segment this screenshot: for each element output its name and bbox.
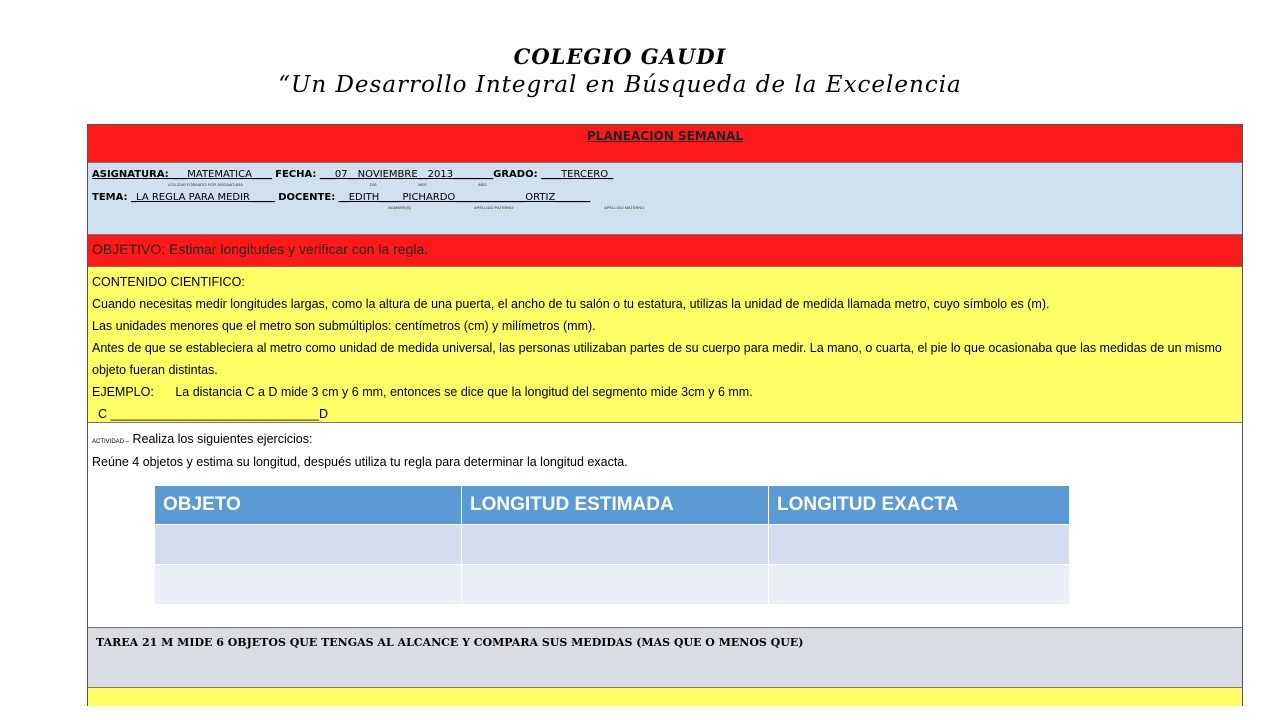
objetivo-section bbox=[88, 235, 1242, 267]
table-cell[interactable] bbox=[155, 525, 462, 565]
docente-label: DOCENTE: bbox=[278, 192, 339, 203]
asignatura-label: ASIGNATURA: bbox=[92, 169, 173, 180]
table-cell[interactable] bbox=[769, 565, 1070, 605]
actividad-heading bbox=[92, 429, 1238, 452]
tema-label: TEMA: bbox=[92, 192, 132, 203]
info-row-2 bbox=[92, 192, 1238, 203]
objetivo-text: OBJETIVO: Estimar longitudes y verificar con la regla. bbox=[92, 241, 429, 257]
table-cell[interactable] bbox=[462, 525, 769, 565]
hint-formato: UTILIZAR FORMATO POR ASIGNATURA bbox=[168, 182, 243, 187]
contenido-heading: CONTENIDO CIENTIFICO: bbox=[92, 275, 245, 289]
table-cell[interactable] bbox=[155, 565, 462, 605]
contenido-section bbox=[88, 267, 1242, 423]
info-hints-1 bbox=[92, 180, 1238, 190]
table-cell[interactable] bbox=[462, 565, 769, 605]
contenido-paragraph-2: Las unidades menores que el metro son submúltiplos: centímetros (cm) y milímetros (mm). bbox=[92, 319, 596, 333]
actividad-instruction: Reúne 4 objetos y estima su longitud, después utiliza tu regla para determinar la longitud exacta. bbox=[92, 455, 628, 469]
tarea-section bbox=[88, 628, 1242, 688]
table-row bbox=[155, 565, 1070, 605]
column-objeto: OBJETO bbox=[155, 486, 462, 525]
fecha-label: FECHA: bbox=[275, 169, 320, 180]
docente-value: __EDITH____ PICHARDO______________ORTIZ_______ bbox=[338, 192, 591, 203]
asignatura-value: ___MATEMATICA____ bbox=[172, 169, 272, 180]
ejemplo-text: La distancia C a D mide 3 cm y 6 mm, entonces se dice que la longitud del segmento mide 3cm y 6 mm. bbox=[175, 385, 753, 399]
tema-value: _LA REGLA PARA MEDIR_____ bbox=[131, 192, 276, 203]
info-row-1 bbox=[92, 169, 1238, 180]
hint-nombres: NOMBRE(S) bbox=[388, 205, 411, 210]
contenido-paragraph-3: Antes de que se estableciera al metro como unidad de medida universal, las personas utilizaban partes de su cuerpo para medir. La mano, o cuarta, el pie lo que ocasionaba que las medidas de un mismo objeto fueran distintas. bbox=[92, 341, 1222, 377]
planeacion-title: PLANEACION SEMANAL bbox=[587, 129, 743, 143]
footer-band bbox=[88, 688, 1242, 706]
measurement-table bbox=[154, 485, 1070, 605]
table-header-row bbox=[155, 486, 1070, 525]
hint-anio: AÑO bbox=[478, 182, 487, 187]
ejemplo-label: EJEMPLO: bbox=[92, 385, 154, 399]
hint-mes: MES bbox=[418, 182, 427, 187]
fecha-value: ___07__NOVIEMBRE__2013________ bbox=[319, 169, 494, 180]
table-cell[interactable] bbox=[769, 525, 1070, 565]
actividad-label: ACTIVIDAD – bbox=[92, 439, 130, 445]
school-name: COLEGIO GAUDI bbox=[513, 44, 727, 69]
school-motto: “Un Desarrollo Integral en Búsqueda de la Excelencia bbox=[278, 72, 962, 98]
planeacion-document bbox=[87, 124, 1243, 706]
contenido-paragraph-1: Cuando necesitas medir longitudes largas, como la altura de una puerta, el ancho de tu salón o tu estatura, utilizas la unidad de medida llamada metro, cuyo símbolo es (m). bbox=[92, 297, 1050, 311]
actividad-title: Realiza los siguientes ejercicios: bbox=[129, 432, 313, 446]
segment-cd: C ______________________________D bbox=[98, 407, 329, 421]
info-hints-2 bbox=[92, 203, 1238, 213]
column-longitud-exacta: LONGITUD EXACTA bbox=[769, 486, 1070, 525]
table-row bbox=[155, 525, 1070, 565]
tarea-text: TAREA 21 M MIDE 6 OBJETOS QUE TENGAS AL ALCANCE Y COMPARA SUS MEDIDAS (MAS QUE O MENOS QUE) bbox=[96, 636, 804, 649]
grado-value: ____TERCERO_ bbox=[541, 169, 614, 180]
ejemplo-line bbox=[92, 381, 1238, 403]
hint-materno: APELLIDO MATERNO bbox=[604, 205, 645, 210]
hint-dia: DÍA bbox=[370, 182, 377, 187]
grado-label: GRADO: bbox=[493, 169, 542, 180]
hint-paterno: APELLIDO PATERNO bbox=[474, 205, 514, 210]
column-longitud-estimada: LONGITUD ESTIMADA bbox=[462, 486, 769, 525]
planeacion-header bbox=[88, 125, 1242, 163]
info-section bbox=[88, 163, 1242, 235]
